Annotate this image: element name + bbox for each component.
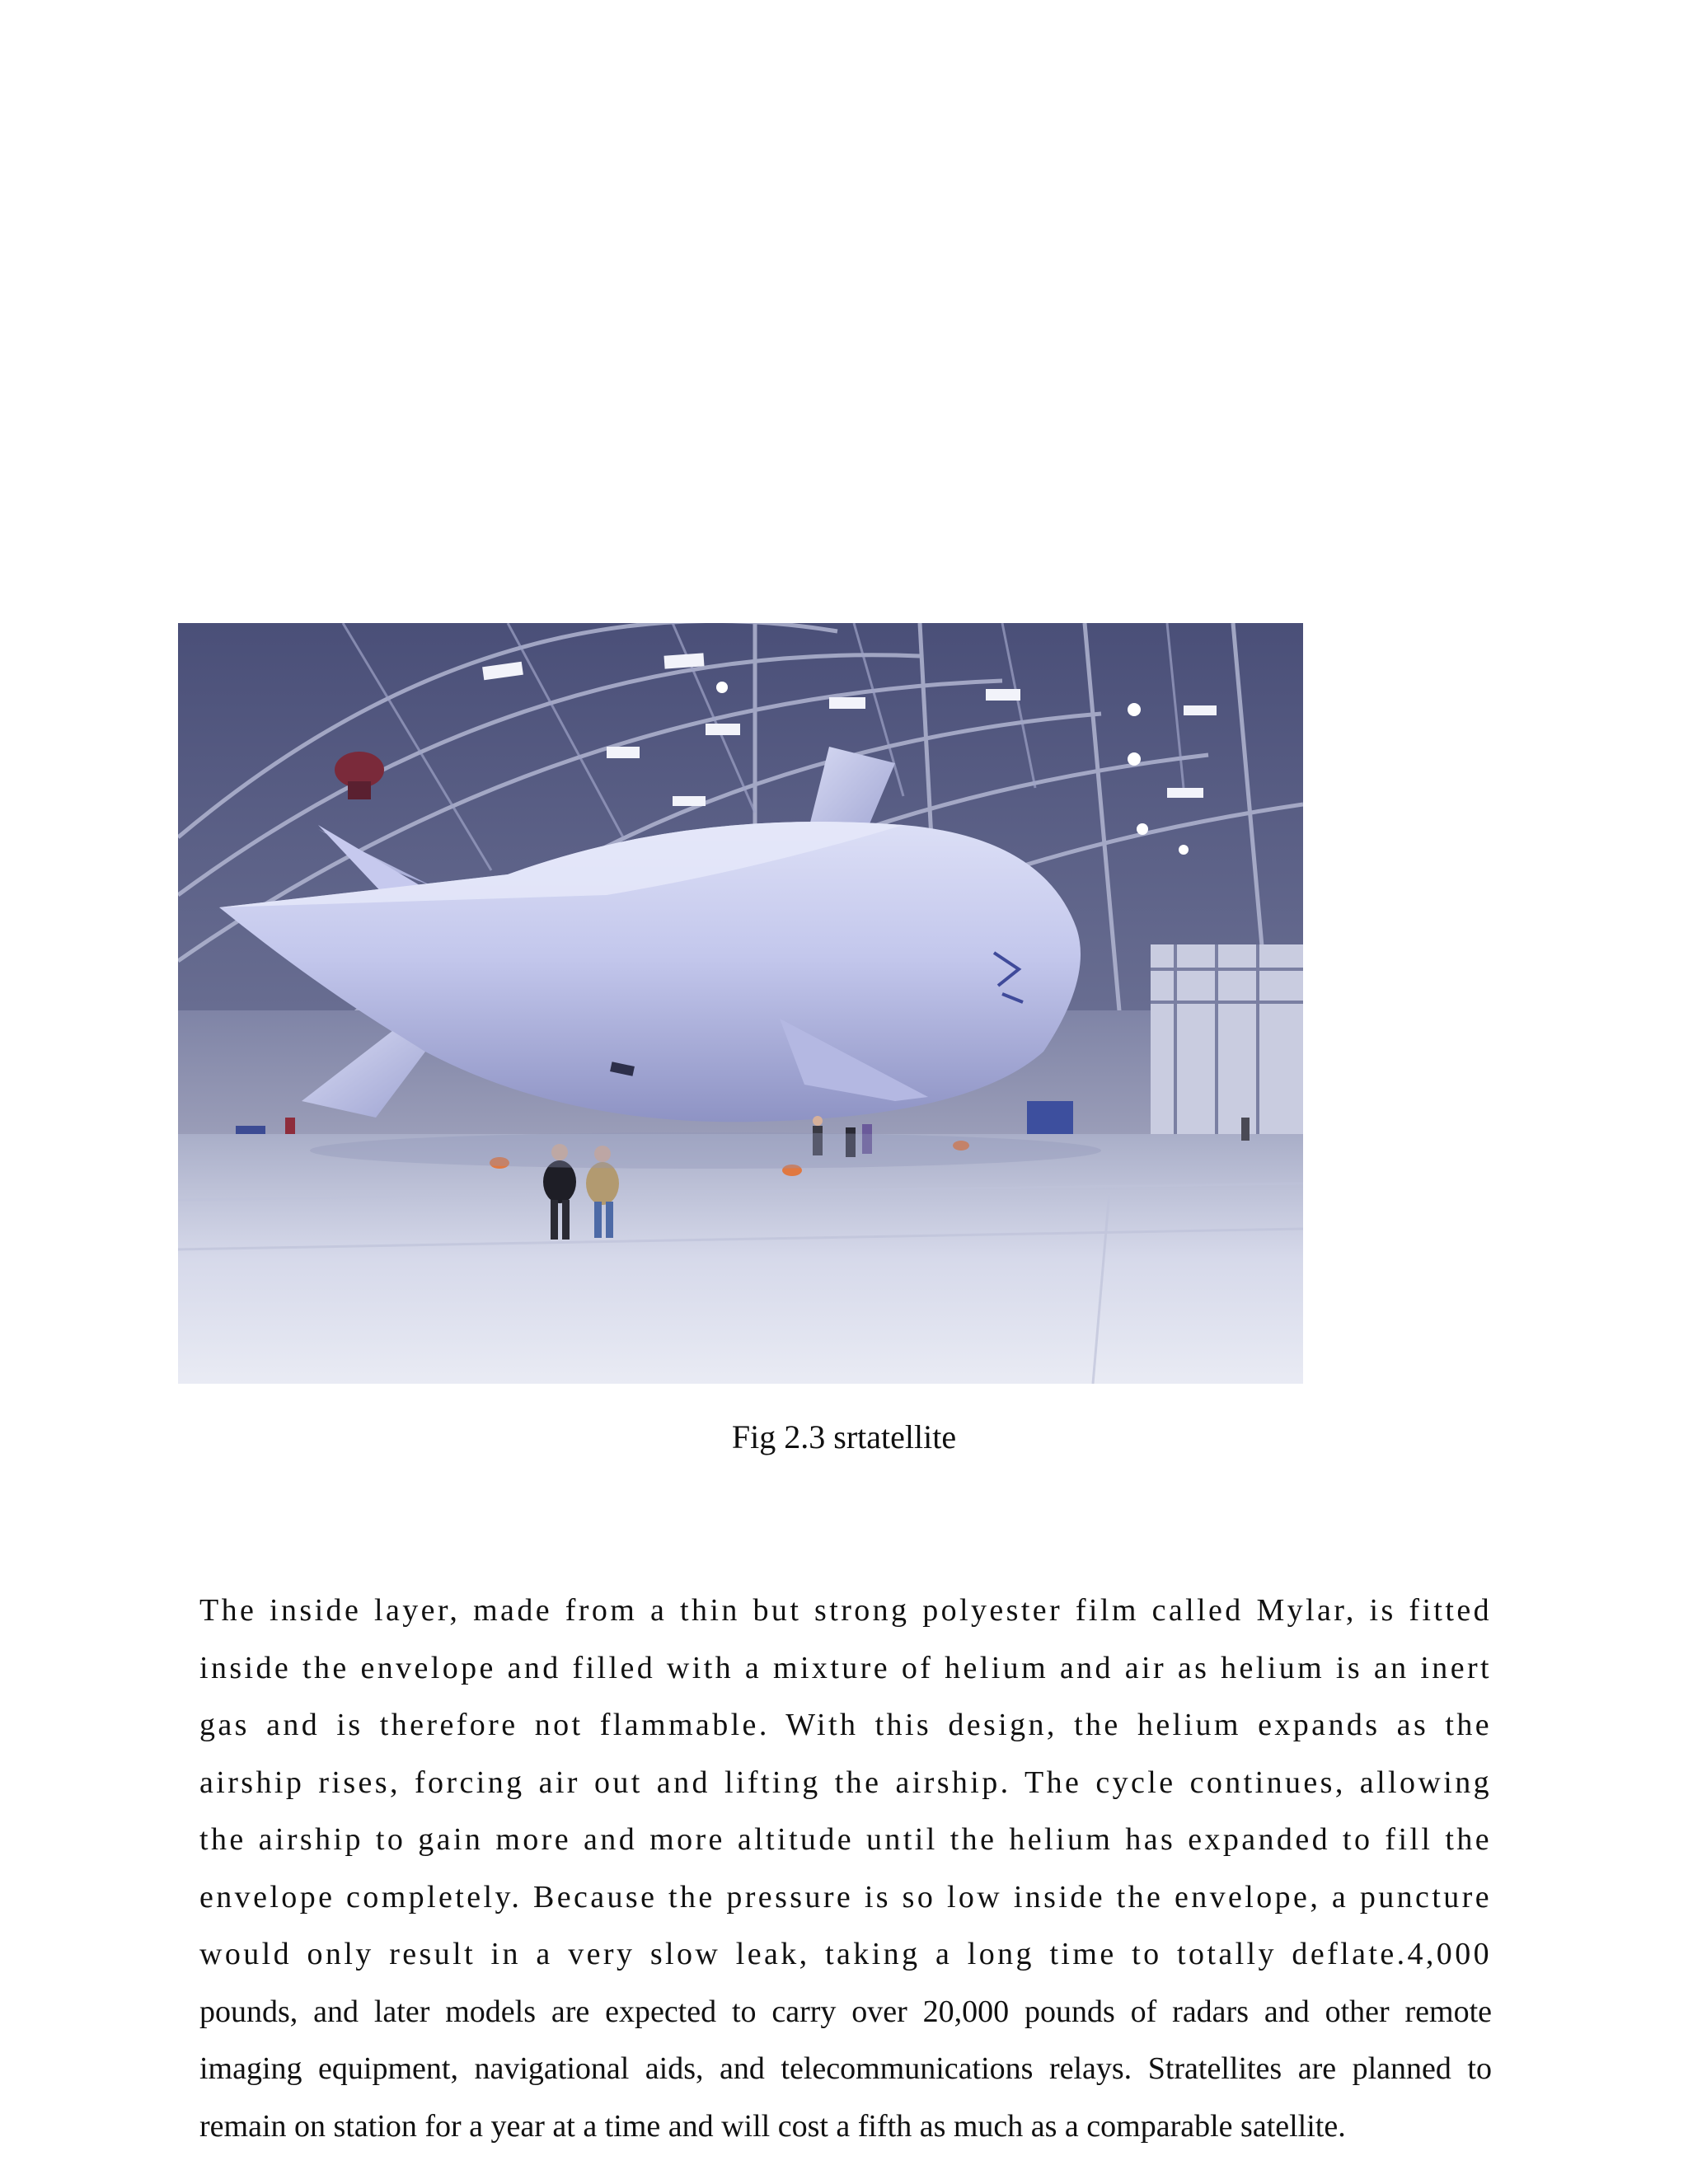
- text-line: inside the envelope and filled with a mixture of helium and air as helium is an inert: [199, 1650, 1492, 1685]
- airship-photo: [178, 623, 1303, 1384]
- text-line: airship rises, forcing air out and lifting the airship. The cycle continues, allowing: [199, 1765, 1492, 1800]
- text-line: imaging equipment, navigational aids, and telecommunications relays. Stratellites are planned to: [199, 2051, 1492, 2086]
- text-line: pounds, and later models are expected to carry over 20,000 pounds of radars and other remote: [199, 1994, 1492, 2029]
- figure-caption: Fig 2.3 srtatellite: [731, 1418, 957, 1455]
- airship-hangar-illustration: [178, 623, 1303, 1384]
- text-line: The inside layer, made from a thin but strong polyester film called Mylar, is fitted: [199, 1593, 1492, 1628]
- body-paragraph: [199, 1582, 1492, 2155]
- text-line: envelope completely. Because the pressure is so low inside the envelope, a puncture: [199, 1879, 1492, 1915]
- text-line: remain on station for a year at a time and will cost a fifth as much as a comparable satellite.: [199, 2108, 1346, 2144]
- text-line: would only result in a very slow leak, taking a long time to totally deflate.4,000: [199, 1937, 1492, 1971]
- text-line: the airship to gain more and more altitude until the helium has expanded to fill the: [199, 1822, 1492, 1857]
- text-line: gas and is therefore not flammable. With this design, the helium expands as the: [199, 1708, 1492, 1742]
